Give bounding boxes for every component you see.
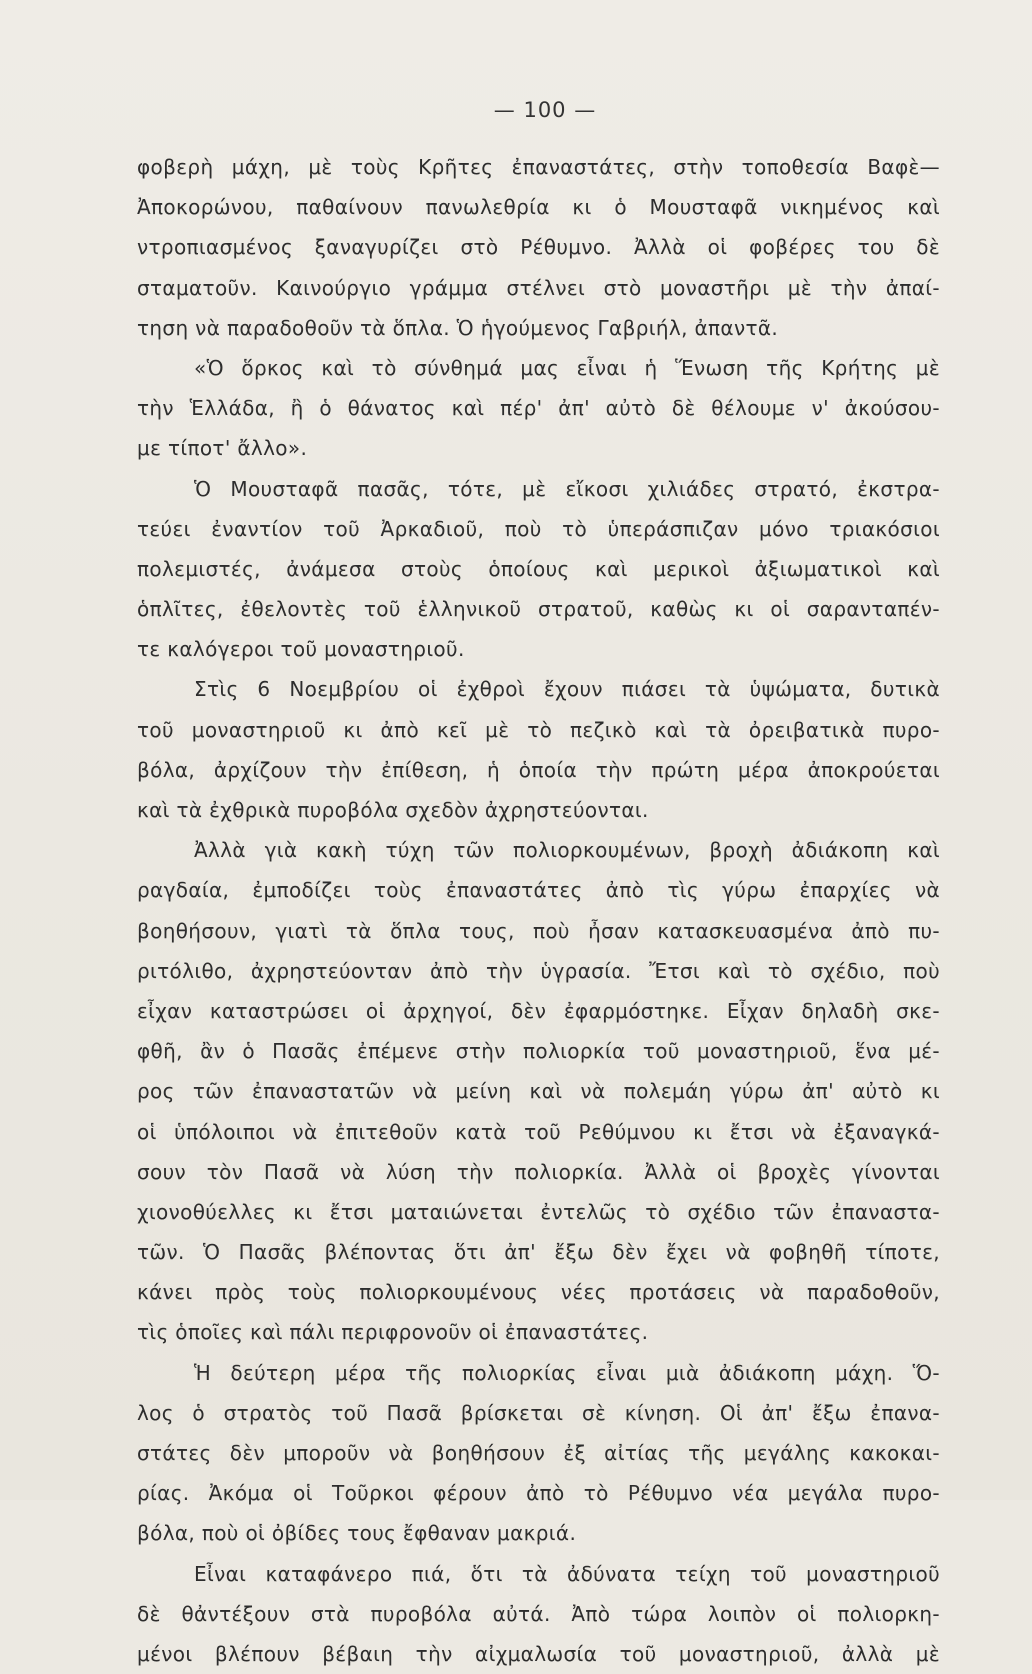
text-line: καὶ τὰ ἐχθρικὰ πυροβόλα σχεδὸν ἀχρηστεύονται.: [137, 798, 649, 822]
text-line: Ὁ Μουσταφᾶ πασᾶς, τότε, μὲ εἴκοσι χιλιάδες στρατό, ἐκστρα-: [194, 476, 940, 501]
text-line: Στὶς 6 Νοεμβρίου οἱ ἐχθροὶ ἔχουν πιάσει τὰ ὑψώματα, δυτικὰ: [194, 677, 940, 702]
page-number: — 100 —: [493, 98, 597, 122]
text-line: φθῆ, ἂν ὁ Πασᾶς ἐπέμενε στὴν πολιορκία τοῦ μοναστηριοῦ, ἕνα μέ-: [137, 1039, 940, 1064]
text-line: σταματοῦν. Καινούργιο γράμμα στέλνει στὸ μοναστῆρι μὲ τὴν ἀπαί-: [137, 275, 940, 300]
text-line: τὴν Ἑλλάδα, ἢ ὁ θάνατος καὶ πέρ' ἀπ' αὐτὸ δὲ θέλουμε ν' ἀκούσου-: [137, 396, 940, 421]
text-line: τὶς ὁποῖες καὶ πάλι περιφρονοῦν οἱ ἐπαναστάτες.: [137, 1320, 649, 1345]
text-line: ριτόλιθο, ἀχρηστεύονταν ἀπὸ τὴν ὑγρασία. Ἔτσι καὶ τὸ σχέδιο, ποὺ: [137, 958, 940, 983]
text-line: με τίποτ' ἄλλο».: [137, 436, 308, 461]
text-line: μένοι βλέπουν βέβαιη τὴν αἰχμαλωσία τοῦ μοναστηριοῦ, ἀλλὰ μὲ: [137, 1641, 940, 1666]
text-line: βόλα, ποὺ οἱ ὀβίδες τους ἔφθαναν μακριά.: [137, 1521, 577, 1546]
text-line: ρίας. Ἀκόμα οἱ Τοῦρκοι φέρουν ἀπὸ τὸ Ρέθυμνο νέα μεγάλα πυρο-: [137, 1481, 940, 1506]
text-line: ρος τῶν ἐπαναστατῶν νὰ μείνη καὶ νὰ πολεμάη γύρω ἀπ' αὐτὸ κι: [137, 1079, 940, 1104]
text-line: τοῦ μοναστηριοῦ κι ἀπὸ κεῖ μὲ τὸ πεζικὸ καὶ τὰ ὀρειβατικὰ πυρο-: [137, 717, 940, 742]
body-text: [137, 147, 940, 1674]
text-line: οἱ ὑπόλοιποι νὰ ἐπιτεθοῦν κατὰ τοῦ Ρεθύμνου κι ἔτσι νὰ ἐξαναγκά-: [137, 1119, 940, 1144]
text-line: σουν τὸν Πασᾶ νὰ λύση τὴν πολιορκία. Ἀλλὰ οἱ βροχὲς γίνονται: [137, 1159, 940, 1184]
text-line: «Ὁ ὅρκος καὶ τὸ σύνθημά μας εἶναι ἡ Ἕνωση τῆς Κρήτης μὲ: [194, 355, 940, 380]
text-line: τε καλόγεροι τοῦ μοναστηριοῦ.: [137, 637, 465, 662]
text-line: τεύει ἐναντίον τοῦ Ἀρκαδιοῦ, ποὺ τὸ ὑπεράσπιζαν μόνο τριακόσιοι: [137, 516, 940, 541]
text-line: λος ὁ στρατὸς τοῦ Πασᾶ βρίσκεται σὲ κίνηση. Οἱ ἀπ' ἔξω ἐπανα-: [137, 1400, 940, 1425]
text-line: βοηθήσουν, γιατὶ τὰ ὅπλα τους, ποὺ ἦσαν κατασκευασμένα ἀπὸ πυ-: [137, 918, 940, 943]
text-line: δὲ θἀντέξουν στὰ πυροβόλα αὐτά. Ἀπὸ τώρα λοιπὸν οἱ πολιορκη-: [137, 1601, 940, 1626]
text-line: ραγδαία, ἐμποδίζει τοὺς ἐπαναστάτες ἀπὸ τὶς γύρω ἐπαρχίες νὰ: [137, 878, 940, 903]
text-line: τηση νὰ παραδοθοῦν τὰ ὅπλα. Ὁ ἡγούμενος Γαβριήλ, ἀπαντᾶ.: [137, 315, 779, 340]
text-line: Ἀλλὰ γιὰ κακὴ τύχη τῶν πολιορκουμένων, βροχὴ ἀδιάκοπη καὶ: [194, 838, 940, 863]
text-line: Ἀποκορώνου, παθαίνουν πανωλεθρία κι ὁ Μουσταφᾶ νικημένος καὶ: [137, 195, 940, 220]
text-line: Ἡ δεύτερη μέρα τῆς πολιορκίας εἶναι μιὰ ἀδιάκοπη μάχη. Ὅ-: [194, 1360, 940, 1385]
text-line: Εἶναι καταφάνερο πιά, ὅτι τὰ ἀδύνατα τείχη τοῦ μοναστηριοῦ: [194, 1561, 940, 1586]
text-line: κάνει πρὸς τοὺς πολιορκουμένους νέες προτάσεις νὰ παραδοθοῦν,: [137, 1280, 940, 1305]
text-line: ὁπλῖτες, ἐθελοντὲς τοῦ ἑλληνικοῦ στρατοῦ, καθὼς κι οἱ σαρανταπέν-: [137, 597, 940, 622]
text-line: πολεμιστές, ἀνάμεσα στοὺς ὁποίους καὶ μερικοὶ ἀξιωματικοὶ καὶ: [137, 556, 940, 581]
text-line: στάτες δὲν μποροῦν νὰ βοηθήσουν ἐξ αἰτίας τῆς μεγάλης κακοκαι-: [137, 1441, 940, 1465]
text-line: φοβερὴ μάχη, μὲ τοὺς Κρῆτες ἐπαναστάτες, στὴν τοποθεσία Βαφὲ—: [137, 155, 940, 179]
text-line: εἶχαν καταστρώσει οἱ ἀρχηγοί, δὲν ἐφαρμόστηκε. Εἶχαν δηλαδὴ σκε-: [137, 998, 940, 1023]
text-line: χιονοθύελλες κι ἔτσι ματαιώνεται ἐντελῶς τὸ σχέδιο τῶν ἐπαναστα-: [137, 1199, 940, 1224]
text-line: τῶν. Ὁ Πασᾶς βλέποντας ὅτι ἀπ' ἔξω δὲν ἔχει νὰ φοβηθῆ τίποτε,: [137, 1240, 940, 1265]
text-line: βόλα, ἀρχίζουν τὴν ἐπίθεση, ἡ ὁποία τὴν πρώτη μέρα ἀποκρούεται: [137, 757, 940, 782]
text-line: ντροπιασμένος ξαναγυρίζει στὸ Ρέθυμνο. Ἀλλὰ οἱ φοβέρες του δὲ: [137, 235, 940, 260]
